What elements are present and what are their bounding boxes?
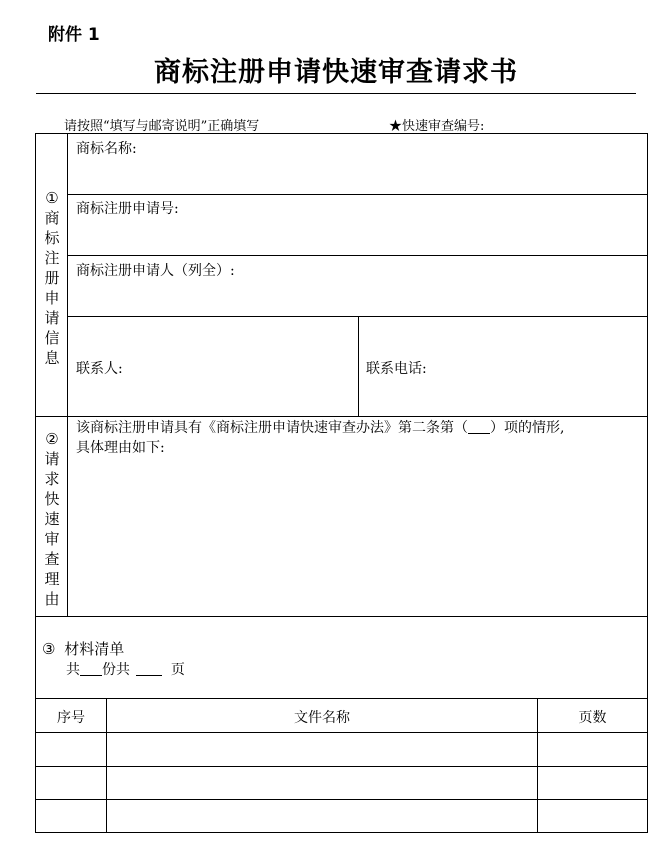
- section-divider: [36, 416, 647, 417]
- vertical-char: 注: [44, 249, 60, 267]
- vertical-char: 申: [44, 289, 60, 307]
- table-row[interactable]: [36, 767, 647, 799]
- vertical-char: 由: [44, 590, 60, 608]
- trademark-name-label: 商标名称:: [76, 141, 137, 157]
- applicant-label: 商标注册申请人（列全）:: [76, 263, 235, 279]
- materials-total: [66, 659, 185, 679]
- column-header-pages: 页数: [578, 710, 607, 726]
- contact-phone-field[interactable]: [436, 334, 641, 404]
- table-top-rule: [36, 698, 647, 699]
- vertical-char: 请: [44, 309, 60, 327]
- applicant-field[interactable]: [68, 278, 648, 316]
- attachment-label: 附件 1: [48, 25, 100, 45]
- contact-person-field[interactable]: [131, 334, 351, 404]
- contact-divider: [358, 316, 359, 416]
- section2-heading: [42, 429, 62, 609]
- section1-heading: [42, 188, 62, 368]
- expedite-number-label: ★快速审查编号:: [389, 119, 485, 134]
- pages-suffix: 页: [170, 662, 185, 678]
- contact-person-label: 联系人:: [76, 361, 123, 377]
- title-rule: [36, 93, 636, 94]
- vertical-char: ①: [45, 189, 59, 207]
- application-number-label: 商标注册申请号:: [76, 201, 179, 217]
- section3-number: ③: [42, 640, 56, 658]
- vertical-char: 息: [44, 349, 60, 367]
- copies-blank[interactable]: [80, 661, 102, 676]
- vertical-char: 求: [44, 470, 60, 488]
- application-number-field[interactable]: [68, 216, 648, 254]
- vertical-char: 快: [44, 490, 60, 508]
- vertical-char: 速: [44, 510, 60, 528]
- section-divider: [36, 616, 647, 617]
- vertical-char: 商: [44, 209, 60, 227]
- vertical-char: 册: [44, 269, 60, 287]
- row-divider: [67, 316, 647, 317]
- column-header-file-name: 文件名称: [294, 710, 350, 726]
- application-form: [35, 133, 648, 833]
- vertical-char: 查: [44, 550, 60, 568]
- vertical-char: 请: [44, 450, 60, 468]
- reason-text-c: 具体理由如下:: [76, 440, 165, 456]
- table-row[interactable]: [36, 800, 647, 832]
- copies-suffix: 份共: [102, 662, 130, 678]
- reason-text-a: 该商标注册申请具有《商标注册申请快速审查办法》第二条第（: [76, 420, 468, 436]
- column-header-seq: 序号: [57, 710, 85, 726]
- row-divider: [67, 194, 647, 195]
- vertical-char: 标: [44, 229, 60, 247]
- trademark-name-field[interactable]: [68, 156, 648, 194]
- contact-phone-label: 联系电话:: [366, 361, 427, 377]
- reason-text: [76, 418, 648, 458]
- pages-blank[interactable]: [136, 661, 162, 676]
- vertical-char: ②: [45, 430, 59, 448]
- materials-heading: [42, 638, 124, 659]
- materials-heading-label: 材料清单: [64, 640, 125, 658]
- reason-field[interactable]: [76, 462, 641, 607]
- vertical-char: 理: [44, 570, 60, 588]
- fill-instruction: 请按照“填写与邮寄说明”正确填写: [64, 119, 260, 134]
- reason-text-b: ）项的情形,: [490, 420, 565, 436]
- section-divider-vertical: [67, 134, 68, 616]
- vertical-char: 信: [44, 329, 60, 347]
- page-title: 商标注册申请快速审查请求书: [154, 57, 518, 88]
- row-divider: [67, 255, 647, 256]
- table-row[interactable]: [36, 733, 647, 766]
- total-prefix: 共: [66, 662, 80, 678]
- item-number-blank[interactable]: [468, 419, 490, 434]
- vertical-char: 审: [44, 530, 60, 548]
